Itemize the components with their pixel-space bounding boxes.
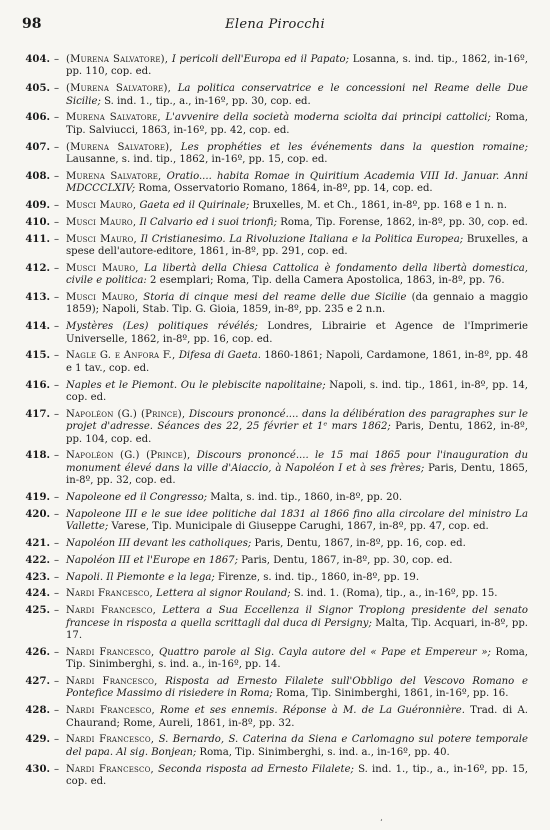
- entry-dash: –: [54, 233, 60, 245]
- entry-number: 416.: [25, 379, 50, 391]
- entry-author: Murena Salvatore,: [66, 170, 162, 182]
- entry-details: 2 esemplari; Roma, Tip. della Camera Apostolica, 1863, in-8º, pp. 76.: [146, 275, 505, 287]
- bibliography-entry: [22, 734, 528, 759]
- entry-details: S. ind. 1., tip., a., in-16º, pp. 15, cop. ed.: [66, 763, 528, 788]
- entry-dash: –: [54, 292, 60, 304]
- entry-details: Roma, Osservatorio Romano, 1864, in-8º, pp. 14, cop. ed.: [135, 183, 433, 195]
- entry-author: Musci Mauro,: [66, 200, 137, 212]
- entry-number: 413.: [25, 292, 50, 304]
- entry-title: Discours prononcé.... dans la délibération des paragraphes sur le projet d'adresse. Séances des 22, 25 février et 1ᵉ mars 1862;: [66, 408, 528, 433]
- entry-dash: –: [54, 508, 60, 520]
- entry-details: Bruxelles, M. et Ch., 1861, in-8º, pp. 168 e 1 n. n.: [249, 200, 507, 212]
- entry-number: 429.: [25, 734, 50, 746]
- bibliography-entry: [22, 572, 528, 584]
- entry-details: Losanna, s. ind. tip., 1862, in-16º, pp. 110, cop. ed.: [66, 54, 529, 78]
- entry-dash: –: [54, 705, 60, 717]
- bibliography-entry: [22, 492, 528, 504]
- entry-dash: –: [54, 538, 60, 550]
- entry-details: Varese, Tip. Municipale di Giuseppe Carughi, 1867, in-8º, pp. 47, cop. ed.: [108, 521, 489, 533]
- entry-number: 414.: [25, 321, 50, 333]
- entry-dash: –: [54, 492, 60, 504]
- entry-author: Nardi Francesco,: [66, 605, 157, 617]
- entry-dash: –: [54, 763, 60, 775]
- entry-dash: –: [54, 200, 60, 212]
- entry-number: 418.: [25, 450, 50, 462]
- entry-number: 430.: [25, 763, 50, 775]
- bibliography-entry: [22, 676, 528, 701]
- entry-details: Roma, Tip. Salviucci, 1863, in-16º, pp. 42, cop. ed.: [66, 112, 528, 136]
- entry-dash: –: [54, 676, 60, 688]
- entry-author: Musci Mauro,: [66, 262, 139, 274]
- entry-details: Malta, s. ind. tip., 1860, in-8º, pp. 20.: [207, 492, 403, 504]
- entry-dash: –: [54, 112, 60, 124]
- entry-title: Difesa di Gaeta.: [175, 350, 261, 362]
- entry-details: Napoli, s. ind. tip., 1861, in-8º, pp. 14, cop. ed.: [66, 379, 528, 404]
- entry-details: 1860-1861; Napoli, Cardamone, 1861, in-8º, pp. 48 e 1 tav., cop. ed.: [66, 350, 528, 374]
- bibliography-entry: [22, 555, 528, 567]
- bibliography-entry: [22, 764, 528, 789]
- entry-details: Trad. di A. Chaurand; Rome, Aureli, 1861, in-8º, pp. 32.: [66, 705, 528, 729]
- entry-dash: –: [54, 408, 60, 420]
- entry-number: 410.: [25, 216, 50, 228]
- bibliography-entry: [22, 263, 528, 288]
- entry-title: Oratio.... habita Romae in Quiritium Academia VIII Id. Januar. Anni MDCCCLXIV;: [66, 170, 528, 195]
- entry-number: 419.: [25, 492, 50, 504]
- entry-author: (Murena Salvatore),: [66, 141, 173, 153]
- entry-title: Napoléon III et l'Europe en 1867;: [66, 554, 238, 566]
- bibliography-entry: [22, 509, 528, 534]
- entry-dash: –: [54, 141, 60, 153]
- entry-number: 408.: [25, 170, 50, 182]
- bibliography-list: [22, 54, 528, 788]
- bibliography-entry: [22, 54, 528, 79]
- entry-number: 417.: [25, 408, 50, 420]
- entry-details: Lausanne, s. ind. tip., 1862, in-16º, pp. 15, cop. ed.: [66, 154, 328, 166]
- entry-title: Lettera al signor Rouland;: [152, 588, 291, 600]
- entry-details: Londres, Librairie et Agence de l'Imprimerie Universelle, 1862, in-8º, pp. 16, cop. ed.: [66, 321, 528, 345]
- entry-details: Paris, Dentu, 1865, in-8º, pp. 32, cop. ed.: [66, 462, 528, 487]
- entry-dash: –: [54, 379, 60, 391]
- entry-title: Napoleone III e le sue idee politiche dal 1831 al 1866 fino alla circolare del ministro La Vallette;: [66, 508, 528, 533]
- bibliography-entry: [22, 83, 528, 108]
- entry-details: Roma, Tip. Sinimberghi, s. ind. a., in-16º, pp. 14.: [66, 646, 528, 671]
- entry-dash: –: [54, 571, 60, 583]
- entry-title: La politica conservatrice e le concessioni nel Reame delle Due Sicilie;: [66, 83, 529, 107]
- entry-dash: –: [54, 450, 60, 462]
- entry-title: Les prophéties et les événements dans la question romaine;: [172, 141, 528, 153]
- entry-number: 411.: [25, 233, 50, 245]
- entry-details: Paris, Dentu, 1862, in-8º, pp. 104, cop. ed.: [66, 421, 528, 445]
- stray-mark: ‘: [380, 818, 383, 827]
- entry-title: Naples et le Piemont. Ou le plebiscite napolitaine;: [66, 379, 326, 391]
- entry-details: Paris, Dentu, 1867, in-8º, pp. 16, cop. ed.: [251, 538, 466, 550]
- entry-author: Musci Mauro,: [66, 216, 137, 228]
- entry-author: Nagle G. e Anfora F.,: [66, 350, 176, 362]
- bibliography-entry: [22, 647, 528, 672]
- bibliography-entry: [22, 321, 528, 346]
- entry-details: S. ind. 1., tip., a., in-16º, pp. 30, cop. ed.: [100, 95, 311, 107]
- page-number: 98: [22, 16, 42, 32]
- bibliography-entry: [22, 200, 528, 212]
- bibliography-entry: [22, 234, 528, 259]
- entry-number: 406.: [25, 112, 50, 124]
- entry-dash: –: [54, 83, 60, 95]
- entry-title: Storia di cinque mesi del reame delle due Sicilie: [138, 292, 407, 304]
- entry-dash: –: [54, 588, 60, 600]
- entry-dash: –: [54, 554, 60, 566]
- entry-details: Malta, Tip. Acquari, in-8º, pp. 17.: [66, 617, 528, 642]
- entry-number: 404.: [25, 54, 50, 65]
- entry-number: 428.: [25, 705, 50, 717]
- entry-number: 412.: [25, 262, 50, 274]
- entry-dash: –: [54, 734, 60, 746]
- entry-dash: –: [54, 605, 60, 617]
- entry-number: 415.: [25, 350, 50, 362]
- running-head: Elena Pirocchi: [225, 17, 325, 32]
- entry-author: Nardi Francesco,: [66, 763, 154, 775]
- entry-author: (Murena Salvatore),: [66, 54, 169, 65]
- entry-title: Napoleone ed il Congresso;: [66, 492, 208, 504]
- entry-dash: –: [54, 54, 60, 65]
- bibliography-entry: [22, 705, 528, 730]
- bibliography-entry: [22, 292, 528, 317]
- entry-author: Napoléon (G.) (Prince),: [66, 408, 186, 420]
- entry-dash: –: [54, 170, 60, 182]
- entry-title: L'avvenire della società moderna sciolta dai principi cattolici;: [160, 112, 491, 124]
- entry-number: 405.: [25, 83, 50, 95]
- entry-title: Seconda risposta ad Ernesto Filalete;: [153, 763, 354, 775]
- entry-title: Il Cristianesimo. La Rivoluzione Italiana e la Politica Europea;: [136, 233, 464, 245]
- bibliography-entry: [22, 409, 528, 446]
- entry-number: 421.: [25, 538, 50, 550]
- entry-number: 422.: [25, 554, 50, 566]
- entry-author: Nardi Francesco,: [66, 646, 155, 658]
- bibliography-entry: [22, 450, 528, 487]
- entry-author: Nardi Francesco,: [66, 676, 158, 688]
- entry-number: 424.: [25, 588, 50, 600]
- bibliography-entry: [22, 605, 528, 642]
- entry-title: Gaeta ed il Quirinale;: [136, 200, 250, 212]
- entry-details: Firenze, s. ind. tip., 1860, in-8º, pp. 19.: [214, 571, 420, 583]
- bibliography-entry: [22, 217, 528, 229]
- bibliography-entry: [22, 538, 528, 550]
- entry-dash: –: [54, 321, 60, 333]
- entry-title: Discours prononcé.... le 15 mai 1865 pour l'inauguration du monument élevé dans la ville d'Aiaccio, à Napoléon I et à ses frères;: [66, 450, 529, 474]
- entry-title: Napoléon III devant les catholiques;: [66, 538, 252, 550]
- entry-number: 407.: [25, 141, 50, 153]
- entry-title: Mystères (Les) politiques révélés;: [66, 321, 258, 333]
- entry-author: Nardi Francesco,: [66, 734, 155, 746]
- entry-details: Paris, Dentu, 1867, in-8º, pp. 30, cop. ed.: [237, 554, 453, 566]
- entry-author: Nardi Francesco,: [66, 705, 155, 717]
- entry-number: 425.: [25, 605, 50, 617]
- entry-details: S. ind. 1. (Roma), tip., a., in-16º, pp. 15.: [290, 588, 498, 600]
- bibliography-entry: [22, 588, 528, 600]
- entry-number: 427.: [25, 676, 50, 688]
- entry-author: Musci Mauro,: [66, 292, 139, 304]
- entry-details: Roma, Tip. Sinimberghi, s. ind. a., in-16º, pp. 40.: [196, 746, 450, 758]
- entry-dash: –: [54, 262, 60, 274]
- page-header: [22, 14, 528, 36]
- bibliography-entry: [22, 380, 528, 405]
- entry-details: Bruxelles, a spese dell'autore-editore, 1861, in-8º, pp. 291, cop. ed.: [66, 233, 528, 258]
- entry-author: Murena Salvatore,: [66, 112, 161, 124]
- entry-author: Napoléon (G.) (Prince),: [66, 450, 191, 462]
- entry-author: Nardi Francesco,: [66, 588, 153, 600]
- entry-title: Quattro parole al Sig. Cayla autore del « Pape et Empereur »;: [154, 646, 491, 658]
- entry-author: Musci Mauro,: [66, 233, 137, 245]
- entry-number: 423.: [25, 571, 50, 583]
- entry-details: Roma, Tip. Sinimberghi, 1861, in-16º, pp. 16.: [272, 688, 509, 700]
- entry-title: Lettera a Sua Eccellenza il Signor Troplong presidente del senato francese in risposta a quella scrittagli dal duca di Persigny;: [66, 605, 528, 629]
- entry-details: Roma, Tip. Forense, 1862, in-8º, pp. 30, cop. ed.: [277, 216, 528, 228]
- entry-title: Risposta ad Ernesto Filalete sull'Obbligo del Vescovo Romano e Pontefice Massimo di risiedere in Roma;: [66, 676, 528, 700]
- entry-title: Il Calvario ed i suoi trionfi;: [136, 216, 278, 228]
- entry-number: 420.: [25, 508, 50, 520]
- entry-title: Napoli. Il Piemonte e la lega;: [66, 571, 215, 583]
- entry-dash: –: [54, 646, 60, 658]
- bibliography-entry: [22, 171, 528, 196]
- entry-title: Rome et ses ennemis. Réponse à M. de La Guéronnière.: [154, 705, 465, 717]
- entry-number: 426.: [25, 646, 50, 658]
- entry-dash: –: [54, 350, 60, 362]
- entry-dash: –: [54, 216, 60, 228]
- entry-details: (da gennaio a maggio 1859); Napoli, Stab. Tip. G. Gioia, 1859, in-8º, pp. 235 e 2 n.n.: [66, 292, 528, 316]
- bibliography-entry: [22, 350, 528, 375]
- bibliography-entry: [22, 112, 528, 137]
- bibliography-entry: [22, 142, 528, 167]
- entry-title: S. Bernardo, S. Caterina da Siena e Carlomagno sul potere temporale del papa. Al sig. Bonjean;: [66, 734, 528, 758]
- entry-number: 409.: [25, 200, 50, 212]
- entry-title: La libertà della Chiesa Cattolica è fondamento della libertà domestica, civile e politica:: [66, 262, 528, 287]
- entry-title: I pericoli dell'Europa ed il Papato;: [168, 54, 350, 65]
- entry-author: (Murena Salvatore),: [66, 83, 172, 95]
